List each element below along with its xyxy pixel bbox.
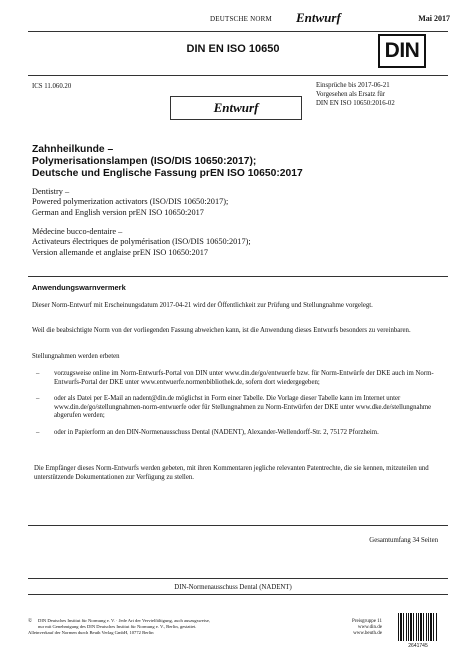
title-english [32,187,432,218]
draft-status-label: Entwurf [296,10,341,25]
draft-box [170,96,302,120]
barcode-bars [398,613,438,641]
barcode [398,613,438,649]
paragraph-application: Weil die beabsichtigte Norm von der vorliegenden Fassung abweichen kann, ist die Anwendung dieses Entwurfs besonders zu vereinbaren. [32,327,411,334]
paragraph-comments-requested: Stellungnahmen werden erbeten [32,353,120,360]
ics-code: ICS 11.060.20 [32,83,72,90]
standard-number: DIN EN ISO 10650 [186,43,280,55]
title-english-line: German and English version prEN ISO 10650:2017 [32,207,204,217]
draft-meta [316,82,395,108]
title-french-line: Activateurs électriques de polymérisation (ISO/DIS 10650:2017); [32,237,251,247]
list-item [32,429,436,438]
comment-options-list [32,370,436,446]
comment-deadline: Einsprüche bis 2017-06-21 [316,82,390,89]
footer-line: DIN Deutsches Institut für Normung e. V. · Jede Art der Vervielfältigung, auch auszugsweise, [38,618,211,623]
paragraph-publication: Dieser Norm-Entwurf mit Erscheinungsdatum 2017-04-21 wird der Öffentlichkeit zur Prüfung und Stellungnahme vorgelegt. [32,302,373,309]
title-german-line: Deutsche und Englische Fassung prEN ISO 10650:2017 [32,168,303,180]
list-item-text: oder als Datei per E-Mail an nadent@din.de möglichst in Form einer Tabelle. Die Vorlage dieser Tabelle kann im Internet unter www.din.de/go/stellungnahmen-norm-entwuerfe oder für Stellungnahmen zu Norm-Entwürfen der DKE unter www.dke.de/stellungnahme abgerufen werden; [54,395,432,420]
din-logo-text: DIN [384,39,420,62]
title-german [32,144,432,181]
list-dash: – [36,370,40,377]
title-french-line: Médecine bucco-dentaire – [32,227,123,236]
list-item-text: oder in Papierform an den DIN-Normenausschuss Dental (NADENT), Alexander-Wellendorff-Str. 2, 75172 Pforzheim. [54,428,379,436]
list-item [32,395,436,421]
web-link-din[interactable]: www.din.de [357,625,382,631]
document-type-label: DEUTSCHE NORM [210,15,272,23]
replacement-note: Vorgesehen als Ersatz für [316,90,386,98]
warning-heading: Anwendungswarnvermerk [32,283,126,292]
web-link-beuth[interactable]: www.beuth.de [353,631,382,637]
top-header [0,10,466,28]
footer-line: Alleinverkauf der Normen durch Beuth Verlag GmbH, 10772 Berlin [28,630,154,635]
barcode-number: 2641745 [408,643,428,649]
title-german-line: Zahnheilkunde – [32,144,114,155]
title-english-line: Dentistry – [32,187,70,196]
publication-date: Mai 2017 [418,14,450,23]
footer-line: nur mit Genehmigung des DIN Deutsches Institut für Normung e. V., Berlin, gestattet. [38,624,197,629]
list-item [32,370,436,387]
header-rule [28,31,448,32]
committee-name: DIN-Normenausschuss Dental (NADENT) [174,584,292,591]
replaced-standard: DIN EN ISO 10650:2016-02 [316,99,395,107]
committee-rule [28,578,448,579]
list-dash: – [36,428,40,436]
price-group: Preisgruppe 11 [352,619,382,624]
paragraph-patents: Die Empfänger dieses Norm-Entwurfs werden gebeten, mit ihren Kommentaren jegliche relevanten Patentrechte, die sie kennen, mitzuteilen und unterstützende Dokumentationen zur Verfügung zu stellen. [34,465,429,481]
list-item-text: vorzugsweise online im Norm-Entwurfs-Portal von DIN unter www.din.de/go/entwuerfe bzw. für Norm-Entwürfe der DKE auch im Norm-Entwurfs-Portal der DKE unter www.entwuerfe.normenbibliothek.de, sofern dort wiedergegeben; [54,370,434,386]
din-logo [378,34,426,68]
list-dash: – [36,395,40,403]
title-english-line: Powered polymerization activators (ISO/DIS 10650:2017); [32,197,229,207]
title-rule [28,75,448,76]
total-pages: Gesamtumfang 34 Seiten [369,537,438,544]
committee-rule-bottom [28,594,448,595]
title-french [32,227,432,258]
footer-copyright [28,618,328,636]
draft-box-label: Entwurf [213,100,259,115]
copyright-symbol: © [28,618,33,624]
warning-rule [28,276,448,277]
total-rule [28,525,448,526]
footer-price-info [330,619,382,638]
title-french-line: Version allemande et anglaise prEN ISO 10650:2017 [32,247,209,257]
title-german-line: Polymerisationslampen (ISO/DIS 10650:2017); [32,156,257,168]
